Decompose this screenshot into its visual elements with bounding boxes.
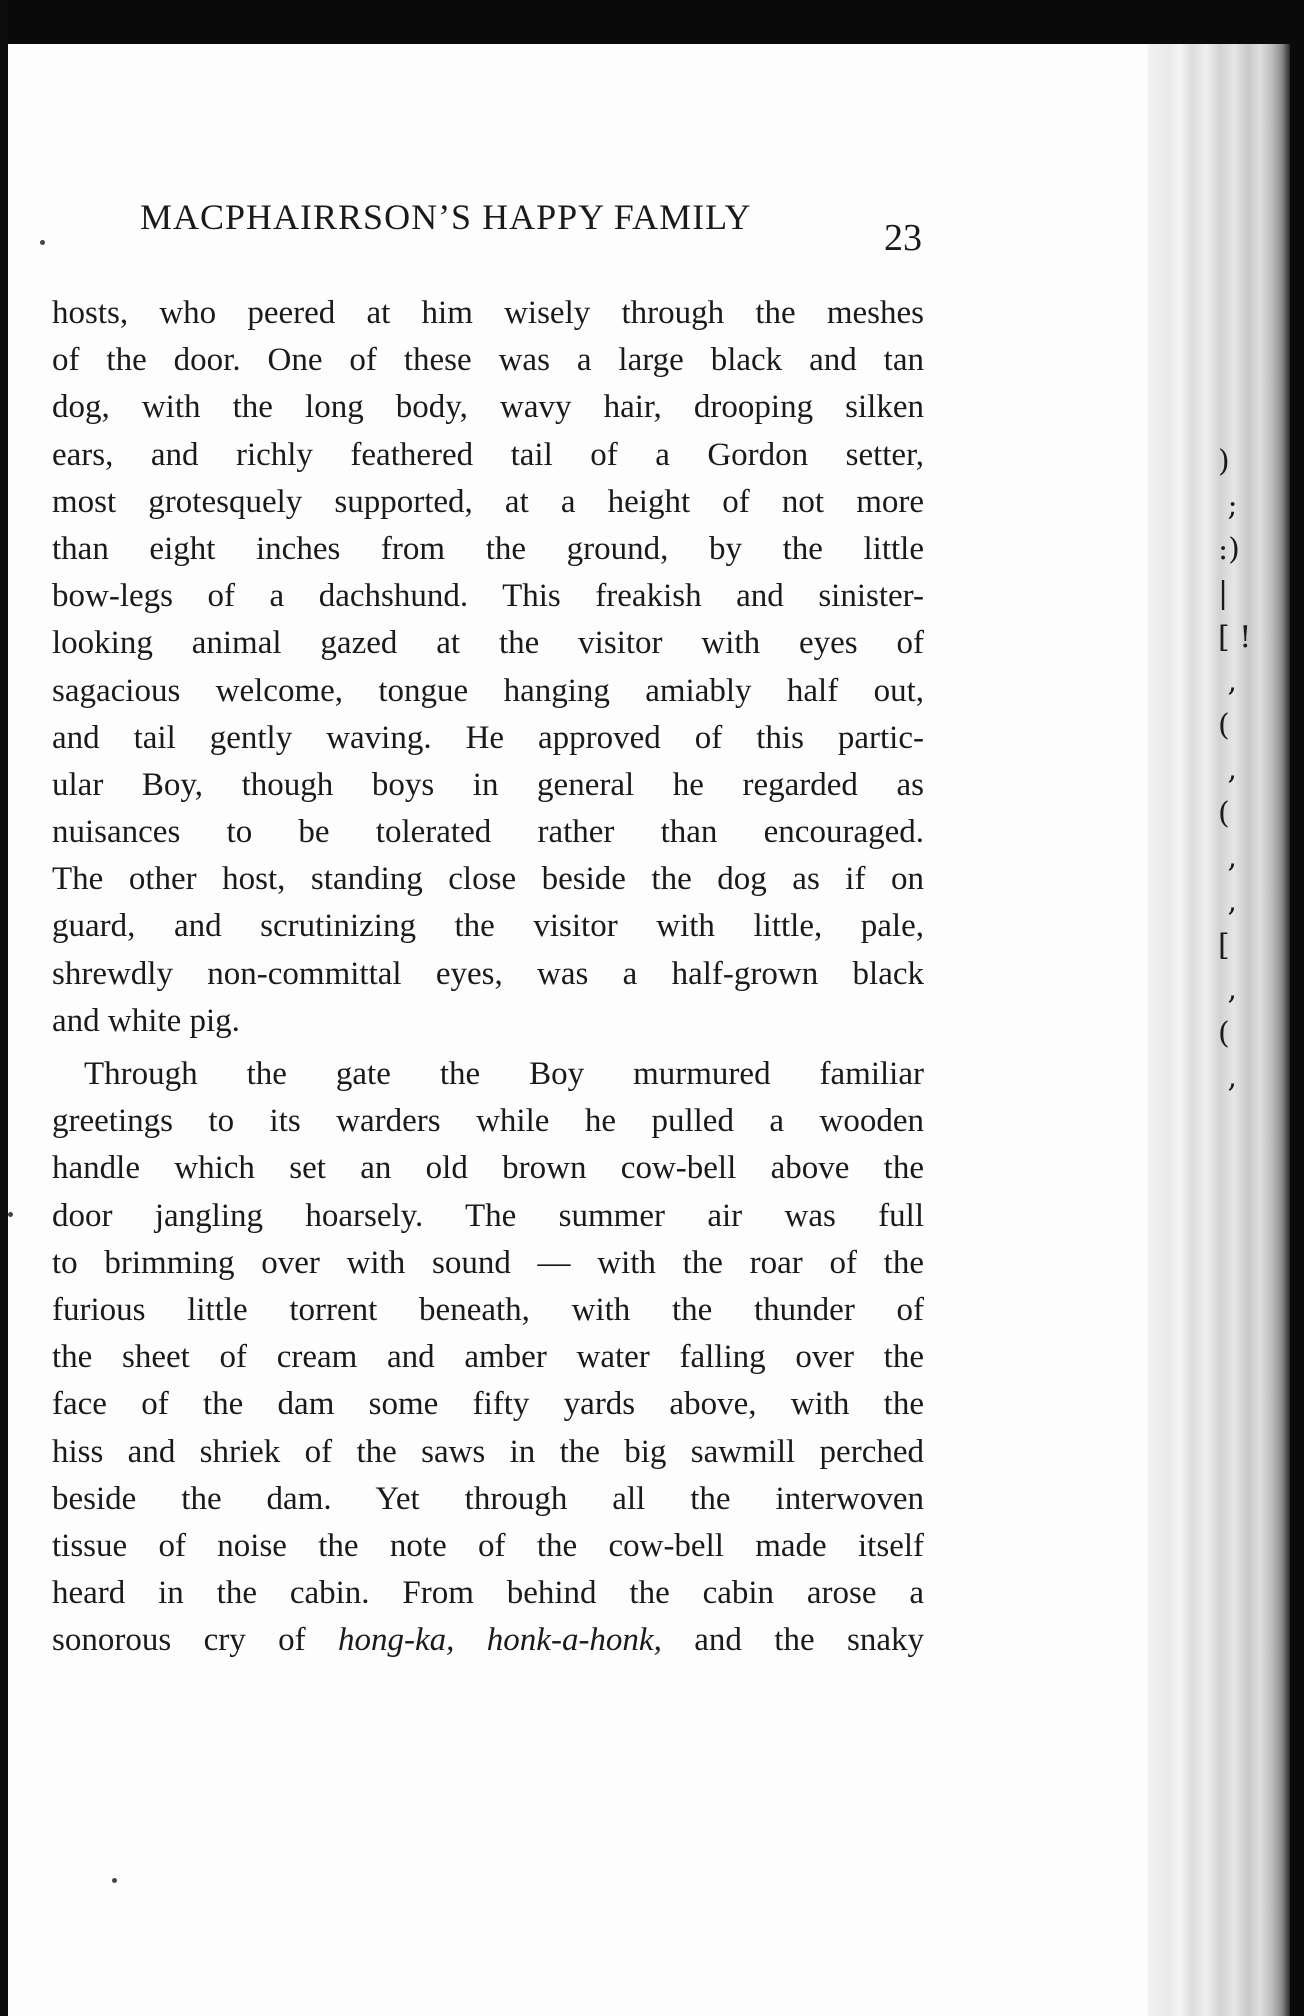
text-line: face of the dam some fifty yards above, with the xyxy=(52,1386,924,1423)
text-line: The other host, standing close beside the dog as if on xyxy=(52,861,924,898)
scan-speck xyxy=(40,240,45,245)
text-segment: sonorous cry of xyxy=(52,1622,339,1659)
text-line: the sheet of cream and amber water falling over the xyxy=(52,1339,924,1376)
scan-top-border xyxy=(0,0,1304,48)
text-line: bow-legs of a dachshund. This freakish and sinister- xyxy=(52,578,924,615)
text-line: nuisances to be tolerated rather than encouraged. xyxy=(52,814,924,851)
text-line: door jangling hoarsely. The summer air was full xyxy=(52,1197,924,1234)
text-line: shrewdly non-committal eyes, was a half-grown black xyxy=(52,955,924,992)
scan-speck xyxy=(112,1878,117,1883)
text-line: dog, with the long body, wavy hair, drooping silken xyxy=(52,389,924,426)
text-line: heard in the cabin. From behind the cabin arose a xyxy=(52,1575,924,1612)
text-line: to brimming over with sound — with the roar of the xyxy=(52,1244,924,1281)
scan-left-border xyxy=(0,0,8,2016)
page-header xyxy=(140,196,940,259)
running-head: MACPHAIRRSON’S HAPPY FAMILY xyxy=(140,197,752,237)
text-line: than eight inches from the ground, by the little xyxy=(52,530,924,567)
page-number: 23 xyxy=(884,217,922,259)
text-line: looking animal gazed at the visitor with eyes of xyxy=(52,625,924,662)
text-line: greetings to its warders while he pulled a wooden xyxy=(52,1103,924,1140)
text-line: furious little torrent beneath, with the thunder of xyxy=(52,1291,924,1328)
italic-cry: hong-ka, honk-a-honk, xyxy=(338,1622,662,1659)
text-line: ular Boy, though boys in general he regarded as xyxy=(52,766,924,803)
text-line: and tail gently waving. He approved of this partic- xyxy=(52,719,924,756)
body-text xyxy=(52,290,924,1664)
text-line: of the door. One of these was a large black and tan xyxy=(52,342,924,379)
text-line: handle which set an old brown cow-bell above the xyxy=(52,1150,924,1187)
text-line: beside the dam. Yet through all the interwoven xyxy=(52,1480,924,1517)
text-line: guard, and scrutinizing the visitor with little, pale, xyxy=(52,908,924,945)
text-line: and white pig. xyxy=(52,1002,240,1039)
text-line: hiss and shriek of the saws in the big sawmill perched xyxy=(52,1433,924,1470)
text-line-final xyxy=(52,1617,924,1664)
scan-right-border xyxy=(1290,0,1304,2016)
text-line: most grotesquely supported, at a height of not more xyxy=(52,483,924,520)
text-line: hosts, who peered at him wisely through the meshes xyxy=(52,295,924,331)
text-line: sagacious welcome, tongue hanging amiably half out, xyxy=(52,672,924,709)
text-segment: and the snaky xyxy=(661,1622,924,1659)
paragraph-first-line: Through the gate the Boy murmured familiar xyxy=(84,1056,924,1092)
text-line: ears, and richly feathered tail of a Gordon setter, xyxy=(52,436,924,473)
text-line: tissue of noise the note of the cow-bell made itself xyxy=(52,1527,924,1564)
page-edge-marks: ) ; :) | [ ! , ( , ( , , [ , ( , xyxy=(1218,444,1252,1095)
scan-speck xyxy=(8,1212,13,1217)
